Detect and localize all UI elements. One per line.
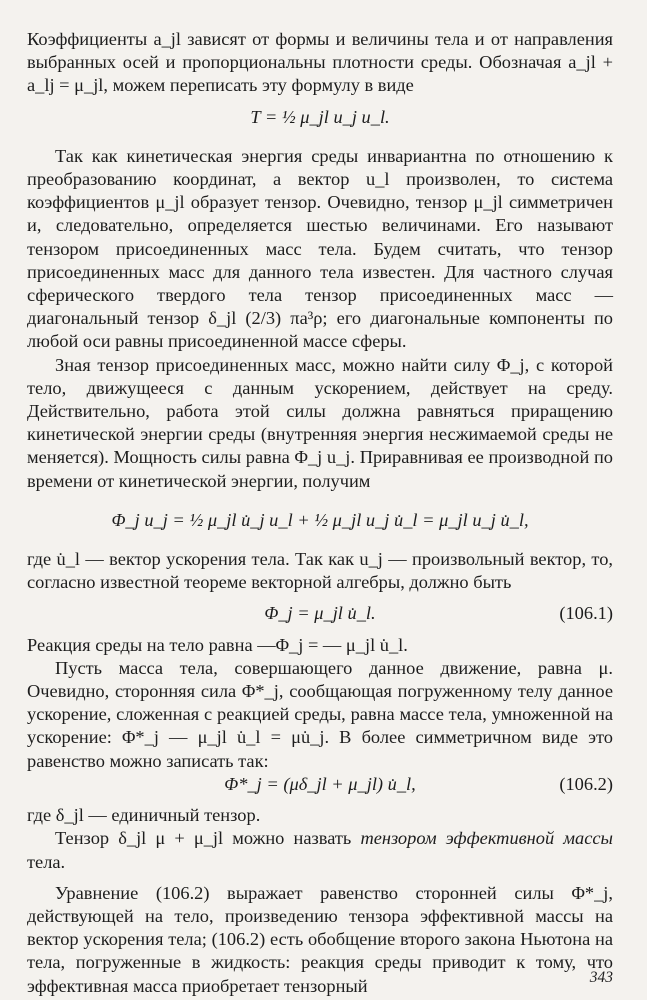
paragraph-9: Уравнение (106.2) выражает равенство сторонней силы Φ*_j, действующей на тело, произведению тензора эффективной массы на вектор ускорения тела; (106.2) есть обобщение второго закона Ньютона на тела, погруженные в жидкость: реакция среды приводит к тому, что эффективная масса приобретает тензорный <box>27 882 613 996</box>
paragraph-8-end: тела. <box>27 851 66 872</box>
paragraph-5: Реакция среды на тело равна —Φ_j = — μ_jl u̇_l. <box>27 634 408 655</box>
equation-body: Φ*_j = (μδ_jl + μ_jl) u̇_l, <box>224 773 416 794</box>
formula-power: Φ_j u_j = ½ μ_jl u̇_j u_l + ½ μ_jl u_j u̇_l = μ_jl u_j u̇_l, <box>111 509 529 530</box>
paragraph-6: Пусть масса тела, совершающего данное движение, равна μ. Очевидно, сторонняя сила Φ*_j, сообщающая погруженному телу данное ускорение, сложенная с реакцией среды, равна массе тела, умноженной на ускорение: Φ*_j — μ_jl u̇_l = μu̇_j. В более симметричном виде это равенство можно записать так: <box>27 657 613 771</box>
equation-number: (106.2) <box>559 773 613 794</box>
paragraph-8-term: тензором эффективной массы <box>360 828 613 849</box>
paragraph-1: Коэффициенты a_jl зависят от формы и величины тела и от направления выбранных осей и пропорциональны плотности среды. Обозначая a_jl + a_lj = μ_jl, можем переписать эту формулу в виде <box>27 29 613 96</box>
page-number: 343 <box>589 969 613 986</box>
equation-body: Φ_j = μ_jl u̇_l. <box>264 603 376 624</box>
paragraph-4: где u̇_l — вектор ускорения тела. Так как u_j — произвольный вектор, то, согласно известной теореме векторной алгебры, должно быть <box>27 549 613 593</box>
paragraph-2: Так как кинетическая энергия среды инвариантна по отношению к преобразованию координат, а вектор u_l произволен, то система коэффициентов μ_jl образует тензор. Очевидно, тензор μ_jl симметричен и, следовательно, определяется шестью величинами. Его называют тензором присоединенных масс тела. Будем считать, что тензор присоединенных масс для данного тела известен. Для частного случая сферического твердого тела тензор присоединенных масс — диагональный тензор δ_jl (2/3) πa³ρ; его диагональные компоненты по любой оси равны присоединенной массе сферы. <box>27 145 613 352</box>
equation-106-1 <box>27 602 613 625</box>
paragraph-3: Зная тензор присоединенных масс, можно найти силу Φ_j, с которой тело, движущееся с данным ускорением, действует на среду. Действительно, работа этой силы должна равняться приращению кинетической энергии среды (внутренняя энергия несжимаемой среды не меняется). Мощность силы равна Φ_j u_j. Приравнивая ее производной по времени от кинетической энергии, получим <box>27 354 613 491</box>
paragraph-7: где δ_jl — единичный тензор. <box>27 805 261 826</box>
equation-number: (106.1) <box>559 603 613 624</box>
page-text <box>27 28 613 998</box>
paragraph-8-start: Тензор δ_jl μ + μ_jl можно назвать <box>55 828 352 849</box>
paragraph-8 <box>27 827 613 873</box>
equation-106-2 <box>27 773 613 796</box>
formula-kinetic-energy: T = ½ μ_jl u_j u_l. <box>250 106 390 127</box>
